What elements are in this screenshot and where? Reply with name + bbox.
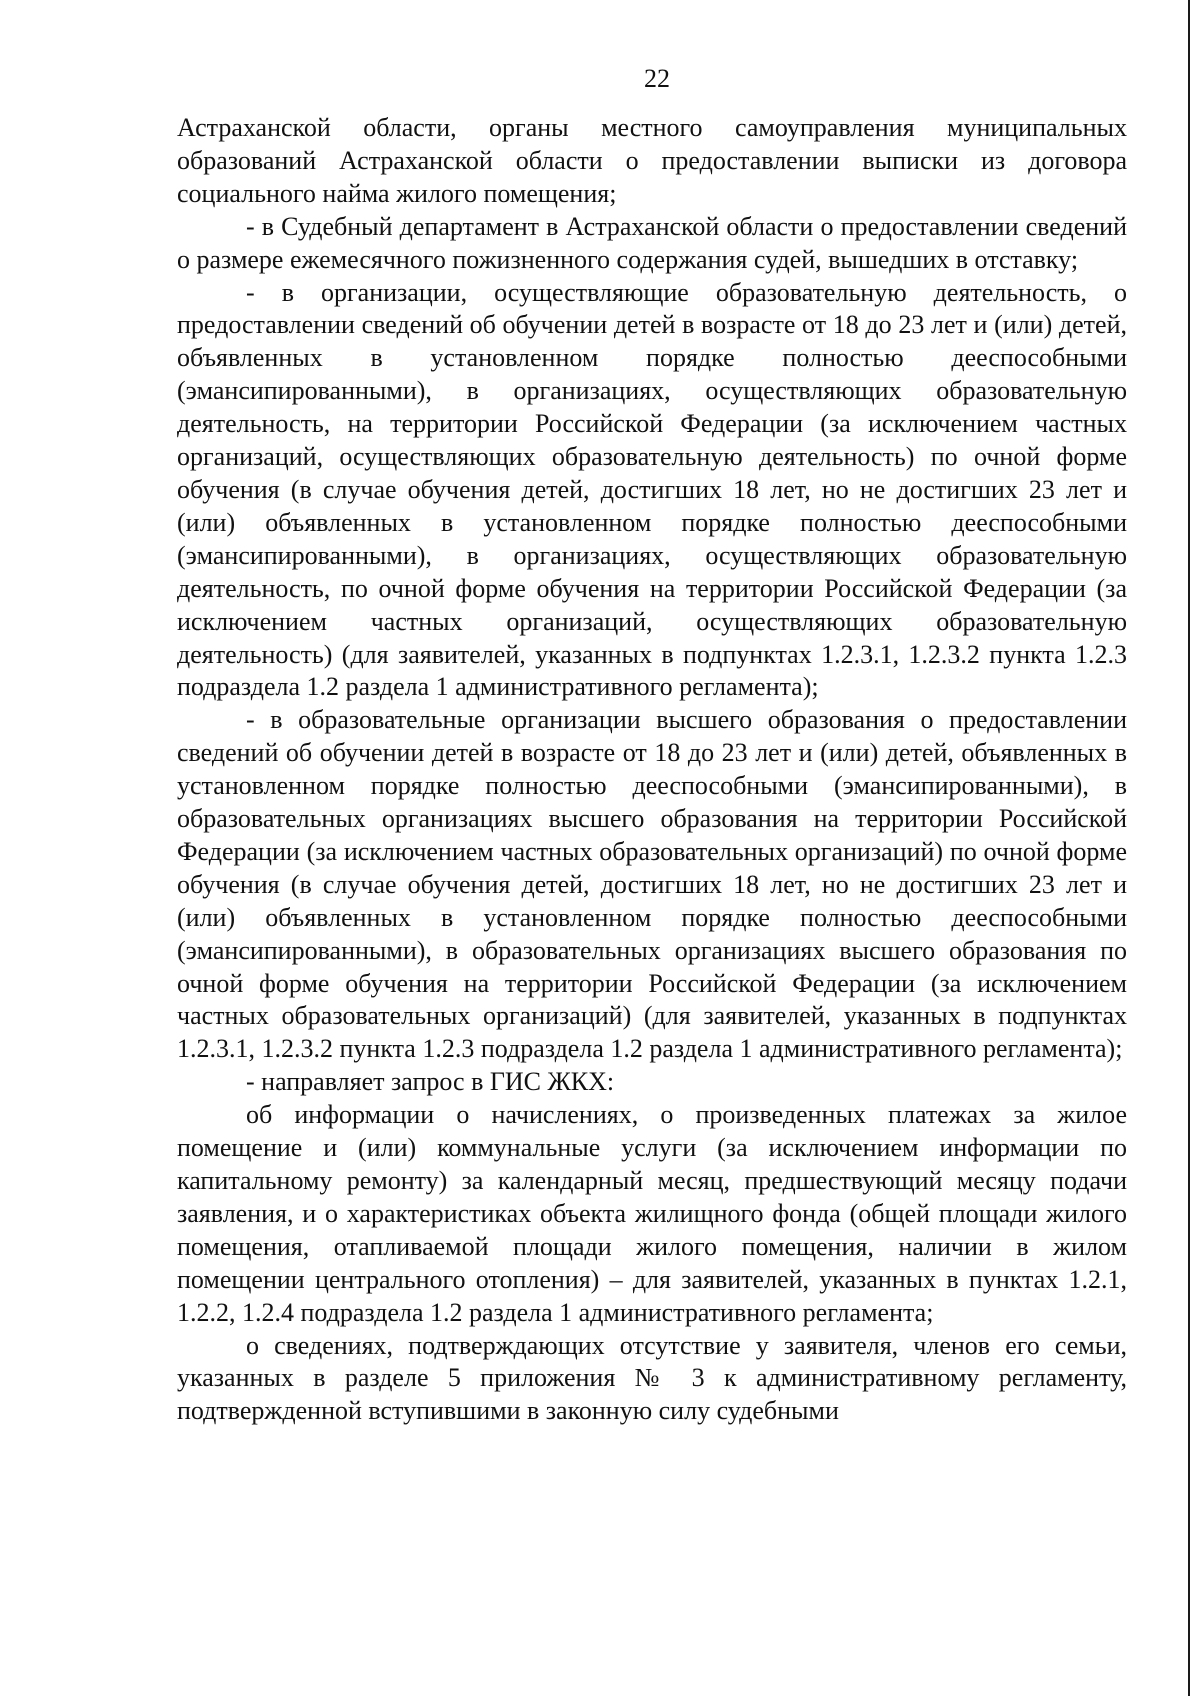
page-number: 22 [644,64,670,93]
paragraph: - в образовательные организации высшего образования о предоставлении сведений об обучении детей в возрасте от 18 до 23 лет и (или) детей, объявленных в установленном порядке полностью дееспособными (эмансипированными), в образовательных организациях высшего образования на территории Российской Федерации (за исключением частных образовательных организаций) по очной форме обучения (в случае обучения детей, достигших 18 лет, но не достигших 23 лет и (или) объявленных в установленном порядке полностью дееспособными (эмансипированными), в образовательных организациях высшего образования по очной форме обучения на территории Российской Федерации (за исключением частных образовательных организаций) (для заявителей, указанных в подпунктах 1.2.3.1, 1.2.3.2 пункта 1.2.3 подраздела 1.2 раздела 1 административного регламента); [177,705,1127,1064]
paragraph: об информации о начислениях, о произведенных платежах за жилое помещение и (или) коммунальные услуги (за исключением информации по капитальному ремонту) за календарный месяц, предшествующий месяцу подачи заявления, и о характеристиках объекта жилищного фонда (общей площади жилого помещения, отапливаемой площади жилого помещения, наличии в жилом помещении центрального отопления) – для заявителей, указанных в пунктах 1.2.1, 1.2.2, 1.2.4 подраздела 1.2 раздела 1 административного регламента; [177,1100,1127,1327]
document-body [177,112,1127,1428]
paragraph: о сведениях, подтверждающих отсутствие у заявителя, членов его семьи, указанных в разделе 5 приложения № 3 к административному регламенту, подтвержденной вступившими в законную силу судебными [177,1330,1127,1426]
paragraph: - направляет запрос в ГИС ЖКХ: [246,1067,615,1097]
paragraph: - в Судебный департамент в Астраханской области о предоставлении сведений о размере ежемесячного пожизненного содержания судей, вышедших в отставку; [177,211,1127,274]
paragraph: Астраханской области, органы местного самоуправления муниципальных образований Астраханской области о предоставлении выписки из договора социального найма жилого помещения; [177,113,1127,208]
paragraph: - в организации, осуществляющие образовательную деятельность, о предоставлении сведений об обучении детей в возрасте от 18 до 23 лет и (или) детей, объявленных в установленном порядке полностью дееспособными (эмансипированными), в организациях, осуществляющих образовательную деятельность, на территории Российской Федерации (за исключением частных организаций, осуществляющих образовательную деятельность) по очной форме обучения (в случае обучения детей, достигших 18 лет, но не достигших 23 лет и (или) объявленных в установленном порядке полностью дееспособными (эмансипированными), в организациях, осуществляющих образовательную деятельность, по очной форме обучения на территории Российской Федерации (за исключением частных организаций, осуществляющих образовательную деятельность) (для заявителей, указанных в подпунктах 1.2.3.1, 1.2.3.2 пункта 1.2.3 подраздела 1.2 раздела 1 административного регламента); [177,277,1127,702]
scan-edge-line [1188,0,1190,1696]
